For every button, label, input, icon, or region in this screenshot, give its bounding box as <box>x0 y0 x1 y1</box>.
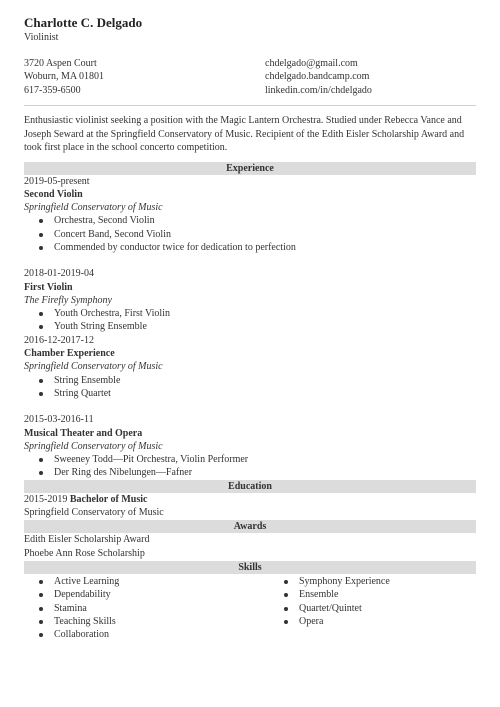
award-item: Phoebe Ann Rose Scholarship <box>24 547 145 559</box>
education-years: 2015-2019 <box>24 493 68 505</box>
phone-number: 617-359-6500 <box>24 84 81 96</box>
skill-item: Active Learning <box>24 575 119 588</box>
entry-title: Chamber Experience <box>24 348 115 360</box>
spacer <box>24 254 476 267</box>
entry-title: First Violin <box>24 281 73 293</box>
email-address[interactable]: chdelgado@gmail.com <box>265 58 358 69</box>
spacer <box>24 400 476 413</box>
bullet-item: Concert Band, Second Violin <box>24 228 476 241</box>
contact-left-column <box>24 57 104 97</box>
bullet-item: String Quartet <box>24 387 476 400</box>
skill-item: Quartet/Quintet <box>269 602 390 615</box>
summary-paragraph: Enthusiastic violinist seeking a position with the Magic Lantern Orchestra. Studied under Rebecca Vance and Joseph Seward at the Springfield Conservatory of Music. Recipient of the Edith Eisler Scholarship Award and took first place in the school concerto competition. <box>24 115 465 153</box>
entry-organization: The Firefly Symphony <box>24 294 112 306</box>
skills-right-column <box>269 575 390 628</box>
skill-item: Ensemble <box>269 588 390 601</box>
candidate-name: Charlotte C. Delgado <box>24 15 143 30</box>
entry-date: 2015-03-2016-11 <box>24 414 94 426</box>
linkedin-link[interactable]: linkedin.com/in/chdelgado <box>265 84 372 96</box>
contact-right-column <box>265 57 372 97</box>
skill-item: Teaching Skills <box>24 615 119 628</box>
header-divider <box>24 105 476 106</box>
entry-date: 2019-05-present <box>24 175 90 187</box>
entry-bullets <box>24 214 476 254</box>
bullet-item: Sweeney Todd—Pit Orchestra, Violin Performer <box>24 453 476 466</box>
bullet-item: Der Ring des Nibelungen—Fafner <box>24 466 476 479</box>
skills-grid <box>24 575 476 645</box>
candidate-title: Violinist <box>24 32 59 43</box>
education-degree: Bachelor of Music <box>69 493 148 505</box>
skill-item: Dependability <box>24 588 119 601</box>
bullet-item: Youth Orchestra, First Violin <box>24 307 476 320</box>
skill-item: Stamina <box>24 602 119 615</box>
experience-entry <box>24 334 476 400</box>
address-line-2: Woburn, MA 01801 <box>24 71 105 83</box>
address-line-1: 3720 Aspen Court <box>24 58 97 69</box>
section-header-experience: Experience <box>24 162 476 175</box>
education-entry <box>24 493 476 506</box>
entry-date: 2016-12-2017-12 <box>24 334 94 346</box>
website-link[interactable]: chdelgado.bandcamp.com <box>265 71 370 83</box>
entry-bullets <box>24 453 476 480</box>
skills-left-column <box>24 575 119 641</box>
experience-entry <box>24 413 476 479</box>
section-header-education: Education <box>24 480 476 493</box>
bullet-item: String Ensemble <box>24 374 476 387</box>
section-header-skills: Skills <box>24 561 476 574</box>
resume-page <box>24 14 476 645</box>
skill-item: Opera <box>269 615 390 628</box>
contact-block <box>24 57 476 97</box>
section-header-awards: Awards <box>24 520 476 533</box>
entry-date: 2018-01-2019-04 <box>24 268 94 280</box>
bullet-item: Commended by conductor twice for dedication to perfection <box>24 241 476 254</box>
experience-entry <box>24 175 476 255</box>
entry-organization: Springfield Conservatory of Music <box>24 440 163 452</box>
experience-entry <box>24 267 476 333</box>
bullet-item: Orchestra, Second Violin <box>24 214 476 227</box>
skill-item: Collaboration <box>24 628 119 641</box>
entry-organization: Springfield Conservatory of Music <box>24 361 163 373</box>
entry-title: Musical Theater and Opera <box>24 427 143 439</box>
entry-bullets <box>24 307 476 334</box>
education-school: Springfield Conservatory of Music <box>24 507 164 519</box>
bullet-item: Youth String Ensemble <box>24 320 476 333</box>
skill-item: Symphony Experience <box>269 575 390 588</box>
award-item: Edith Eisler Scholarship Award <box>24 534 150 546</box>
entry-organization: Springfield Conservatory of Music <box>24 202 163 214</box>
entry-bullets <box>24 374 476 401</box>
entry-title: Second Violin <box>24 188 83 200</box>
